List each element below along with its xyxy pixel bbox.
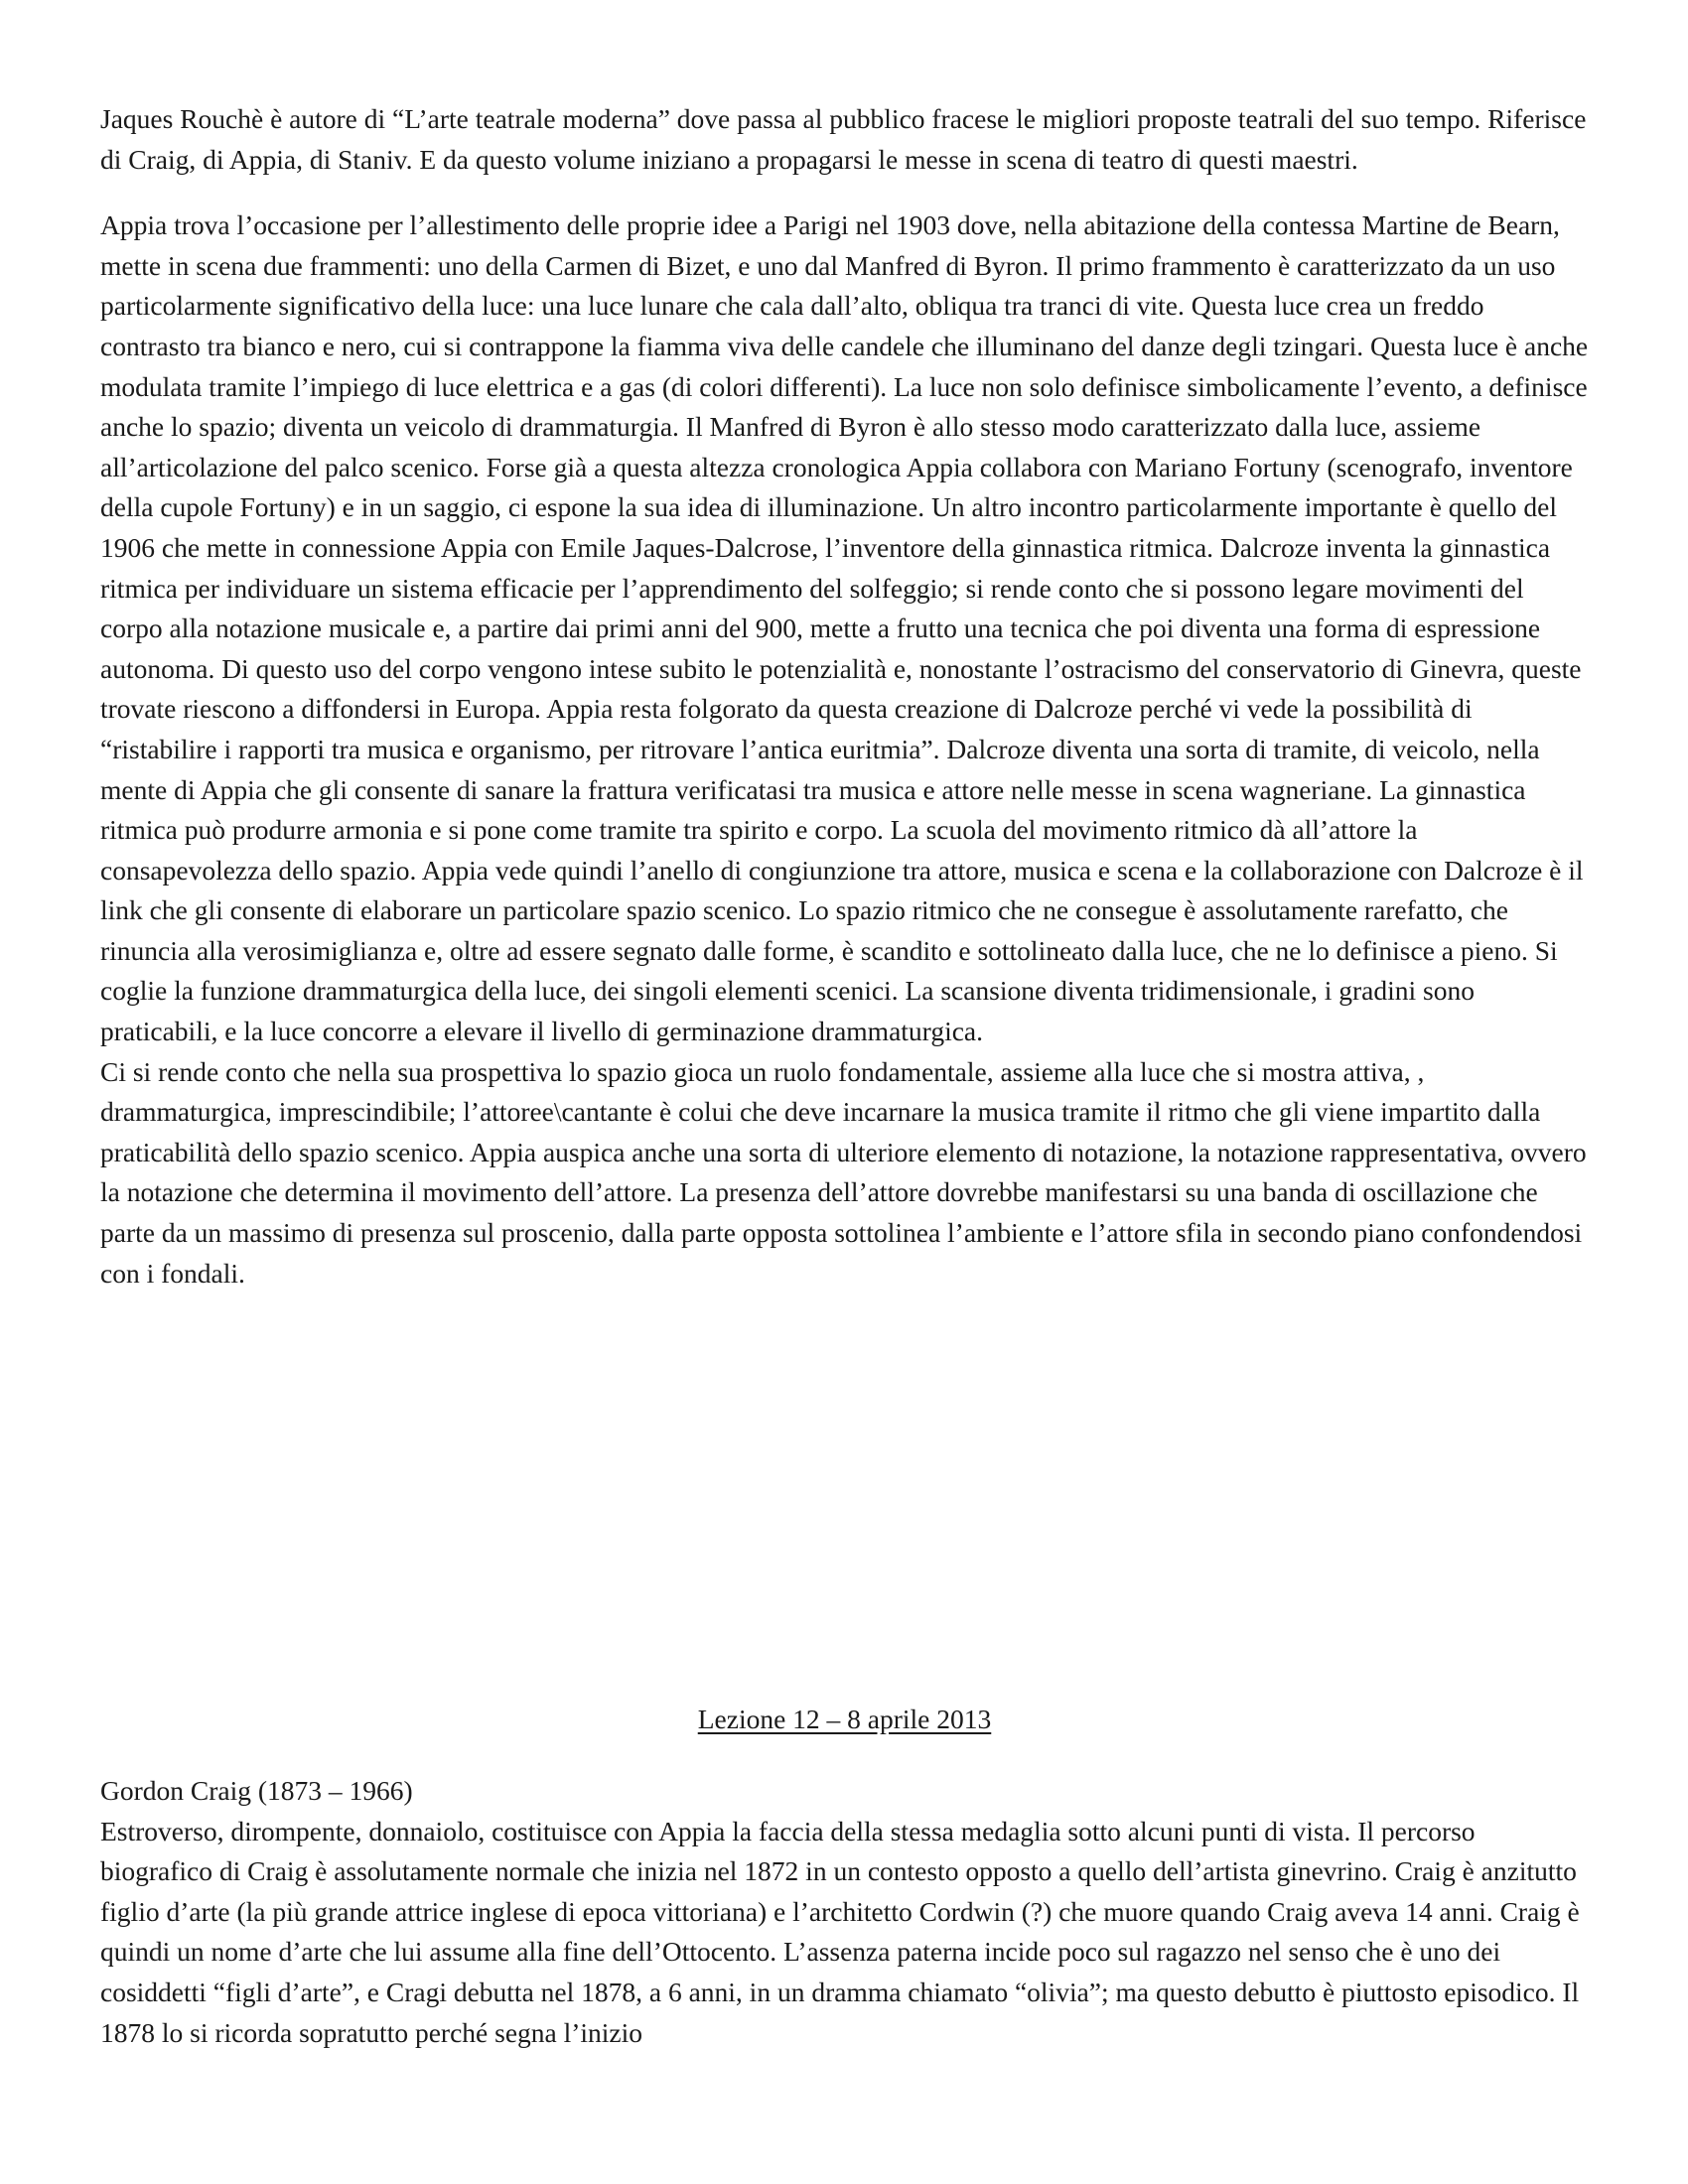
craig-section [100,1771,1589,2053]
document-body [100,99,1589,1294]
lesson-heading: Lezione 12 – 8 aprile 2013 [697,1704,992,1734]
paragraph-rouche: Jaques Rouchè è autore di “L’arte teatrale moderna” dove passa al pubblico fracese le migliori proposte teatrali del suo tempo. Riferisce di Craig, di Appia, di Staniv. E da questo volume iniziano a propagarsi le messe in scena di teatro di questi maestri. [100,103,1587,175]
lesson-heading-wrap [100,1700,1589,1740]
paragraph-appia-paris: Appia trova l’occasione per l’allestimento delle proprie idee a Parigi nel 1903 dove, nella abitazione della contessa Martine de Bearn, mette in scena due frammenti: uno della Carmen di Bizet, e uno dal Manfred di Byron. Il primo frammento è caratterizzato da un uso particolarmente significativo della luce: una luce lunare che cala dall’alto, obliqua tra tranci di vite. Questa luce crea un freddo contrasto tra bianco e nero, cui si contrappone la fiamma viva delle candele che illuminano del danze degli tzingari. Questa luce è anche modulata tramite l’impiego di luce elettrica e a gas (di colori differenti). La luce non solo definisce simbolicamente l’evento, a definisce anche lo spazio; diventa un veicolo di drammaturgia. Il Manfred di Byron è allo stesso modo caratterizzato dalla luce, assieme all’articolazione del palco scenico. Forse già a questa altezza cronologica Appia collabora con Mariano Fortuny (scenografo, inventore della cupole Fortuny) e in un saggio, ci espone la sua idea di illuminazione. Un altro incontro particolarmente importante è quello del 1906 che mette in connessione Appia con Emile Jaques-Dalcrose, l’inventore della ginnastica ritmica. Dalcroze inventa la ginnastica ritmica per individuare un sistema efficacie per l’apprendimento del solfeggio; si rende conto che si possono legare movimenti del corpo alla notazione musicale e, a partire dai primi anni del 900, mette a frutto una tecnica che poi diventa una forma di espressione autonoma. Di questo uso del corpo vengono intese subito le potenzialità e, nonostante l’ostracismo del conservatorio di Ginevra, queste trovate riescono a diffondersi in Europa. Appia resta folgorato da questa creazione di Dalcroze perché vi vede la possibilità di “ristabilire i rapporti tra musica e organismo, per ritrovare l’antica euritmia”. Dalcroze diventa una sorta di tramite, di veicolo, nella mente di Appia che gli consente di sanare la frattura verificatasi tra musica e attore nelle messe in scena wagneriane. La ginnastica ritmica può produrre armonia e si pone come tramite tra spirito e corpo. La scuola del movimento ritmico dà all’attore la consapevolezza dello spazio. Appia vede quindi l’anello di congiunzione tra attore, musica e scena e la collaborazione con Dalcroze è il link che gli consente di elaborare un particolare spazio scenico. Lo spazio ritmico che ne consegue è assolutamente rarefatto, che rinuncia alla verosimiglianza e, oltre ad essere segnato dalle forme, è scandito e sottolineato dalla luce, che ne lo definisce a pieno. Si coglie la funzione drammaturgica della luce, dei singoli elementi scenici. La scansione diventa tridimensionale, i gradini sono praticabili, e la luce concorre a elevare il livello di germinazione drammaturgica. [100,209,1589,1047]
paragraph-appia-space: Ci si rende conto che nella sua prospettiva lo spazio gioca un ruolo fondamentale, assieme alla luce che si mostra attiva, , drammaturgica, imprescindibile; l’attoree\cantante è colui che deve incarnare la musica tramite il ritmo che gli viene impartito dalla praticabilità dello spazio scenico. Appia auspica anche una sorta di ulteriore elemento di notazione, la notazione rappresentativa, ovvero la notazione che determina il movimento dell’attore. La presenza dell’attore dovrebbe manifestarsi su una banda di oscillazione che parte da un massimo di presenza sul proscenio, dalla parte opposta sottolinea l’ambiente e l’attore sfila in secondo piano confondendosi con i fondali. [100,1055,1587,1289]
craig-subtitle: Gordon Craig (1873 – 1966) [100,1775,413,1806]
craig-body: Estroverso, dirompente, donnaiolo, costituisce con Appia la faccia della stessa medaglia sotto alcuni punti di vista. Il percorso biografico di Craig è assolutamente normale che inizia nel 1872 in un contesto opposto a quello dell’artista ginevrino. Craig è anzitutto figlio d’arte (la più grande attrice inglese di epoca vittoriana) e l’architetto Cordwin (?) che muore quando Craig aveva 14 anni. Craig è quindi un nome d’arte che lui assume alla fine dell’Ottocento. L’assenza paterna incide poco sul ragazzo nel senso che è uno dei cosiddetti “figli d’arte”, e Cragi debutta nel 1878, a 6 anni, in un dramma chiamato “olivia”; ma questo debutto è piuttosto episodico. Il 1878 lo si ricorda sopratutto perché segna l’inizio [100,1815,1580,2048]
